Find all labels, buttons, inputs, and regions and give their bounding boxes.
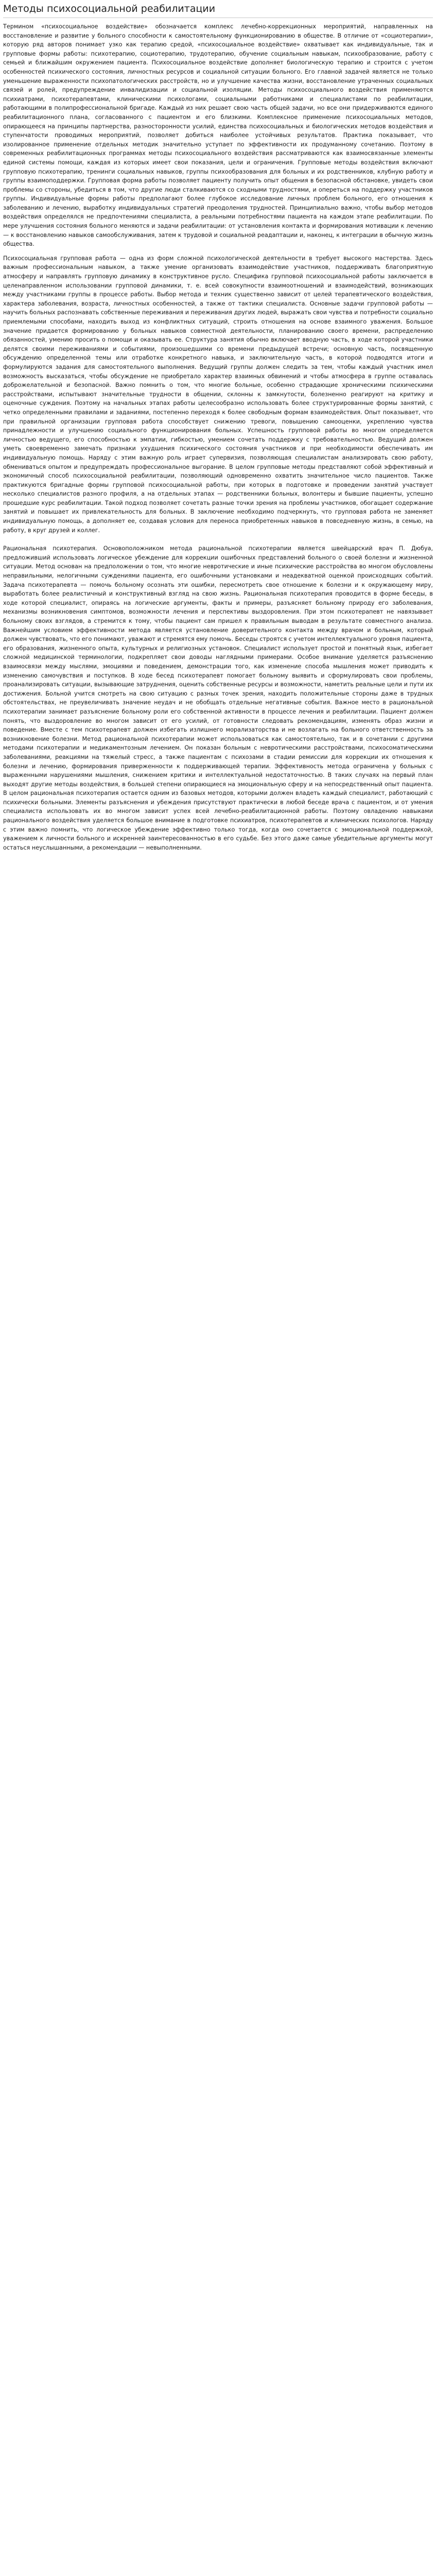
paragraph: Психосоциальная групповая работа — одна из форм сложной психологической деятельности в требует высокого мастерства. Здесь важным профессиональным навыком, а также умение организовать взаимодействие участников, поддерживать благоприятную атмосферу и направлять групповую динамику в конструктивное русло. Специфика групповой психосоциальной работы заключается в целенаправленном использовании групповой динамики, т. е. всей совокупности взаимоотношений и взаимодействий, возникающих между участниками группы в процессе работы. Выбор метода и техник существенно зависит от целей терапевтического воздействия, характера заболевания, возраста, личностных особенностей, а также от тактики специалиста. Основные задачи групповой работы — научить больных распознавать собственные переживания и переживания других людей, выражать свои чувства и потребности социально приемлемыми способами, находить выход из конфликтных ситуаций, строить отношения на основе взаимного уважения. Большое значение придается формированию у больных навыков совместной деятельности, планированию своего времени, распределению обязанностей, умению просить о помощи и оказывать ее. Структура занятия обычно включает вводную часть, в ходе которой участники делятся своими переживаниями и событиями, произошедшими со времени предыдущей встречи; основную часть, посвященную обсуждению определенной темы или отработке конкретного навыка, и заключительную часть, в которой подводятся итоги и формулируются задания для самостоятельного выполнения. Ведущий группы должен следить за тем, чтобы каждый участник имел возможность высказаться, чтобы обсуждение не приобретало характер взаимных обвинений и чтобы атмосфера в группе оставалась доброжелательной и безопасной. Важно помнить о том, что многие больные, особенно страдающие хроническими психическими расстройствами, испытывают значительные трудности в общении, склонны к замкнутости, болезненно реагируют на критику и оценочные суждения. Поэтому на начальных этапах работы целесообразно использовать более структурированные формы занятий, с четко определенными правилами и заданиями, постепенно переходя к более свободным формам взаимодействия. Опыт показывает, что при правильной организации групповая работа способствует снижению тревоги, повышению самооценки, укреплению чувства принадлежности и улучшению социального функционирования больных. Успешность групповой работы во многом определяется личностью ведущего, его способностью к эмпатии, гибкостью, умением сочетать поддержку с требовательностью. Ведущий должен уметь своевременно замечать признаки ухудшения психического состояния участников и при необходимости обеспечивать им индивидуальную помощь. Наряду с этим важную роль играет супервизия, позволяющая специалистам анализировать свою работу, обмениваться опытом и предупреждать профессиональное выгорание. В целом групповые методы представляют собой эффективный и экономичный способ психосоциальной реабилитации, позволяющий одновременно охватить значительное число пациентов. Также практикуются бригадные формы групповой психосоциальной работы, при которых в подготовке и проведении занятий участвует несколько специалистов разного профиля, а на отдельных этапах — родственники больных, волонтеры и бывшие пациенты, успешно прошедшие курс реабилитации. Такой подход позволяет сочетать разные точки зрения на проблемы участников, обогащает содержание занятий и повышает их привлекательность для больных. В заключение необходимо подчеркнуть, что групповая работа не заменяет индивидуальную помощь, а дополняет ее, создавая условия для переноса приобретенных навыков в повседневную жизнь, в семью, на работу, в круг друзей и коллег. [3, 255, 433, 534]
paragraph: Термином «психосоциальное воздействие» обозначается комплекс лечебно-коррекционных мероприятий, направленных на восстановление и развитие у больного способности к самостоятельному функционированию в обществе. В отличие от «социотерапии», которую ряд авторов понимает узко как терапию средой, «психосоциальное воздействие» охватывает как индивидуальные, так и групповые формы работы: психотерапию, социотерапию, трудотерапию, обучение социальным навыкам, психообразование, работу с семьей и ближайшим окружением пациента. Психосоциальное воздействие дополняет биологическую терапию и строится с учетом особенностей психического состояния, личностных ресурсов и социальной ситуации больного. Его главной задачей является не только уменьшение выраженности психопатологических расстройств, но и улучшение качества жизни, восстановление утраченных социальных связей и ролей, предупреждение инвалидизации и социальной изоляции. Методы психосоциального воздействия применяются психиатрами, психотерапевтами, клиническими психологами, социальными работниками и специалистами по реабилитации, работающими в полипрофессиональной бригаде. Каждый из них решает свою часть общей задачи, но все они придерживаются единого реабилитационного плана, согласованного с пациентом и его близкими. Комплексное применение психосоциальных методов, опирающееся на принципы партнерства, разносторонности усилий, единства психосоциальных и биологических методов воздействия и ступенчатости проводимых мероприятий, позволяет добиться наиболее устойчивых результатов. Практика показывает, что изолированное применение отдельных методик значительно уступает по эффективности их продуманному сочетанию. Поэтому в современных реабилитационных программах методы психосоциального воздействия рассматриваются как взаимосвязанные элементы единой системы помощи, каждая из которых имеет свои показания, цели и ограничения. Групповые методы воздействия включают групповую психотерапию, тренинги социальных навыков, группы психообразования для больных и их родственников, клубную работу и группы взаимоподдержки. Групповая форма работы позволяет пациенту получить опыт общения в безопасной обстановке, увидеть свои проблемы со стороны, убедиться в том, что другие люди сталкиваются со сходными трудностями, и опереться на поддержку участников группы. Индивидуальные формы работы предполагают более глубокое исследование личных проблем больного, его отношения к заболеванию и лечению, выработку индивидуальных стратегий преодоления трудностей. Принципиально важно, чтобы выбор методов воздействия определялся не предпочтениями специалиста, а реальными потребностями пациента на каждом этапе реабилитации. По мере улучшения состояния больного меняются и задачи реабилитации: от установления контакта и формирования мотивации к лечению — к восстановлению навыков самообслуживания, затем к трудовой и социальной реадаптации и, наконец, к интеграции в обычную жизнь общества. [3, 23, 433, 248]
page [0, 0, 436, 852]
paragraph: Рациональная психотерапия. Основоположником метода рациональной психотерапии является швейцарский врач П. Дюбуа, предложивший использовать логическое убеждение для коррекции ошибочных представлений больного о своей болезни и жизненной ситуации. Метод основан на предположении о том, что многие невротические и иные психические расстройства во многом обусловлены неправильными, нелогичными суждениями пациента, его ошибочными установками и неадекватной оценкой происходящих событий. Задача психотерапевта — помочь больному осознать эти ошибки, пересмотреть свое отношение к болезни и к окружающему миру, выработать более реалистичный и конструктивный взгляд на свою жизнь. Рациональная психотерапия проводится в форме беседы, в ходе которой специалист, опираясь на логические аргументы, факты и примеры, разъясняет больному природу его заболевания, механизмы возникновения симптомов, возможности лечения и перспективы выздоровления. При этом психотерапевт не навязывает больному своих взглядов, а стремится к тому, чтобы пациент сам пришел к правильным выводам в результате совместного анализа. Важнейшим условием эффективности метода является установление доверительного контакта между врачом и больным, который должен чувствовать, что его понимают, уважают и стремятся ему помочь. Беседы строятся с учетом интеллектуального уровня пациента, его образования, жизненного опыта, культурных и религиозных установок. Специалист использует простой и понятный язык, избегает сложной медицинской терминологии, подкрепляет свои доводы наглядными примерами. Особое внимание уделяется разъяснению взаимосвязи между мыслями, эмоциями и поведением, демонстрации того, как изменение способа мышления может приводить к изменению самочувствия и поступков. В ходе бесед психотерапевт помогает больному выявить и сформулировать свои проблемы, проанализировать ситуации, вызывающие затруднения, оценить собственные ресурсы и возможности, наметить реальные цели и пути их достижения. Больной учится смотреть на свою ситуацию с разных точек зрения, находить положительные стороны даже в трудных обстоятельствах, не преувеличивать значение неудач и не обобщать отдельные негативные события. Важное место в рациональной психотерапии занимает разъяснение больному роли его собственной активности в процессе лечения и реабилитации. Пациент должен понять, что выздоровление во многом зависит от его усилий, от готовности следовать рекомендациям, изменять образ жизни и поведение. Вместе с тем психотерапевт должен избегать излишнего морализаторства и не возлагать на больного ответственность за возникновение болезни. Метод рациональной психотерапии может использоваться как самостоятельно, так и в сочетании с другими методами психотерапии и медикаментозным лечением. Он показан больным с невротическими расстройствами, психосоматическими заболеваниями, реакциями на тяжелый стресс, а также пациентам с психозами в стадии ремиссии для коррекции их отношения к болезни и лечению, формирования приверженности к поддерживающей терапии. Эффективность метода ограничена у больных с выраженными нарушениями мышления, снижением критики и интеллектуальной недостаточностью. В таких случаях на первый план выходят другие методы воздействия, в большей степени опирающиеся на эмоциональную сферу и на непосредственный опыт пациента. В целом рациональная психотерапия остается одним из базовых методов, которыми должен владеть каждый специалист, работающий с психически больными. Элементы разъяснения и убеждения присутствуют практически в любой беседе врача с пациентом, и от умения специалиста использовать их во многом зависит успех всей лечебно-реабилитационной работы. Поэтому овладению навыками рационального воздействия уделяется большое внимание в подготовке психиатров, психотерапевтов и клинических психологов. Наряду с этим важно помнить, что логическое убеждение эффективно только тогда, когда оно сочетается с эмоциональной поддержкой, уважением к личности больного и искренней заинтересованностью в его судьбе. Без этого даже самые убедительные аргументы могут остаться неуслышанными, а рекомендации — невыполненными. [3, 545, 433, 851]
article-body [3, 22, 433, 852]
page-title: Методы психосоциальной реабилитации [3, 3, 433, 18]
